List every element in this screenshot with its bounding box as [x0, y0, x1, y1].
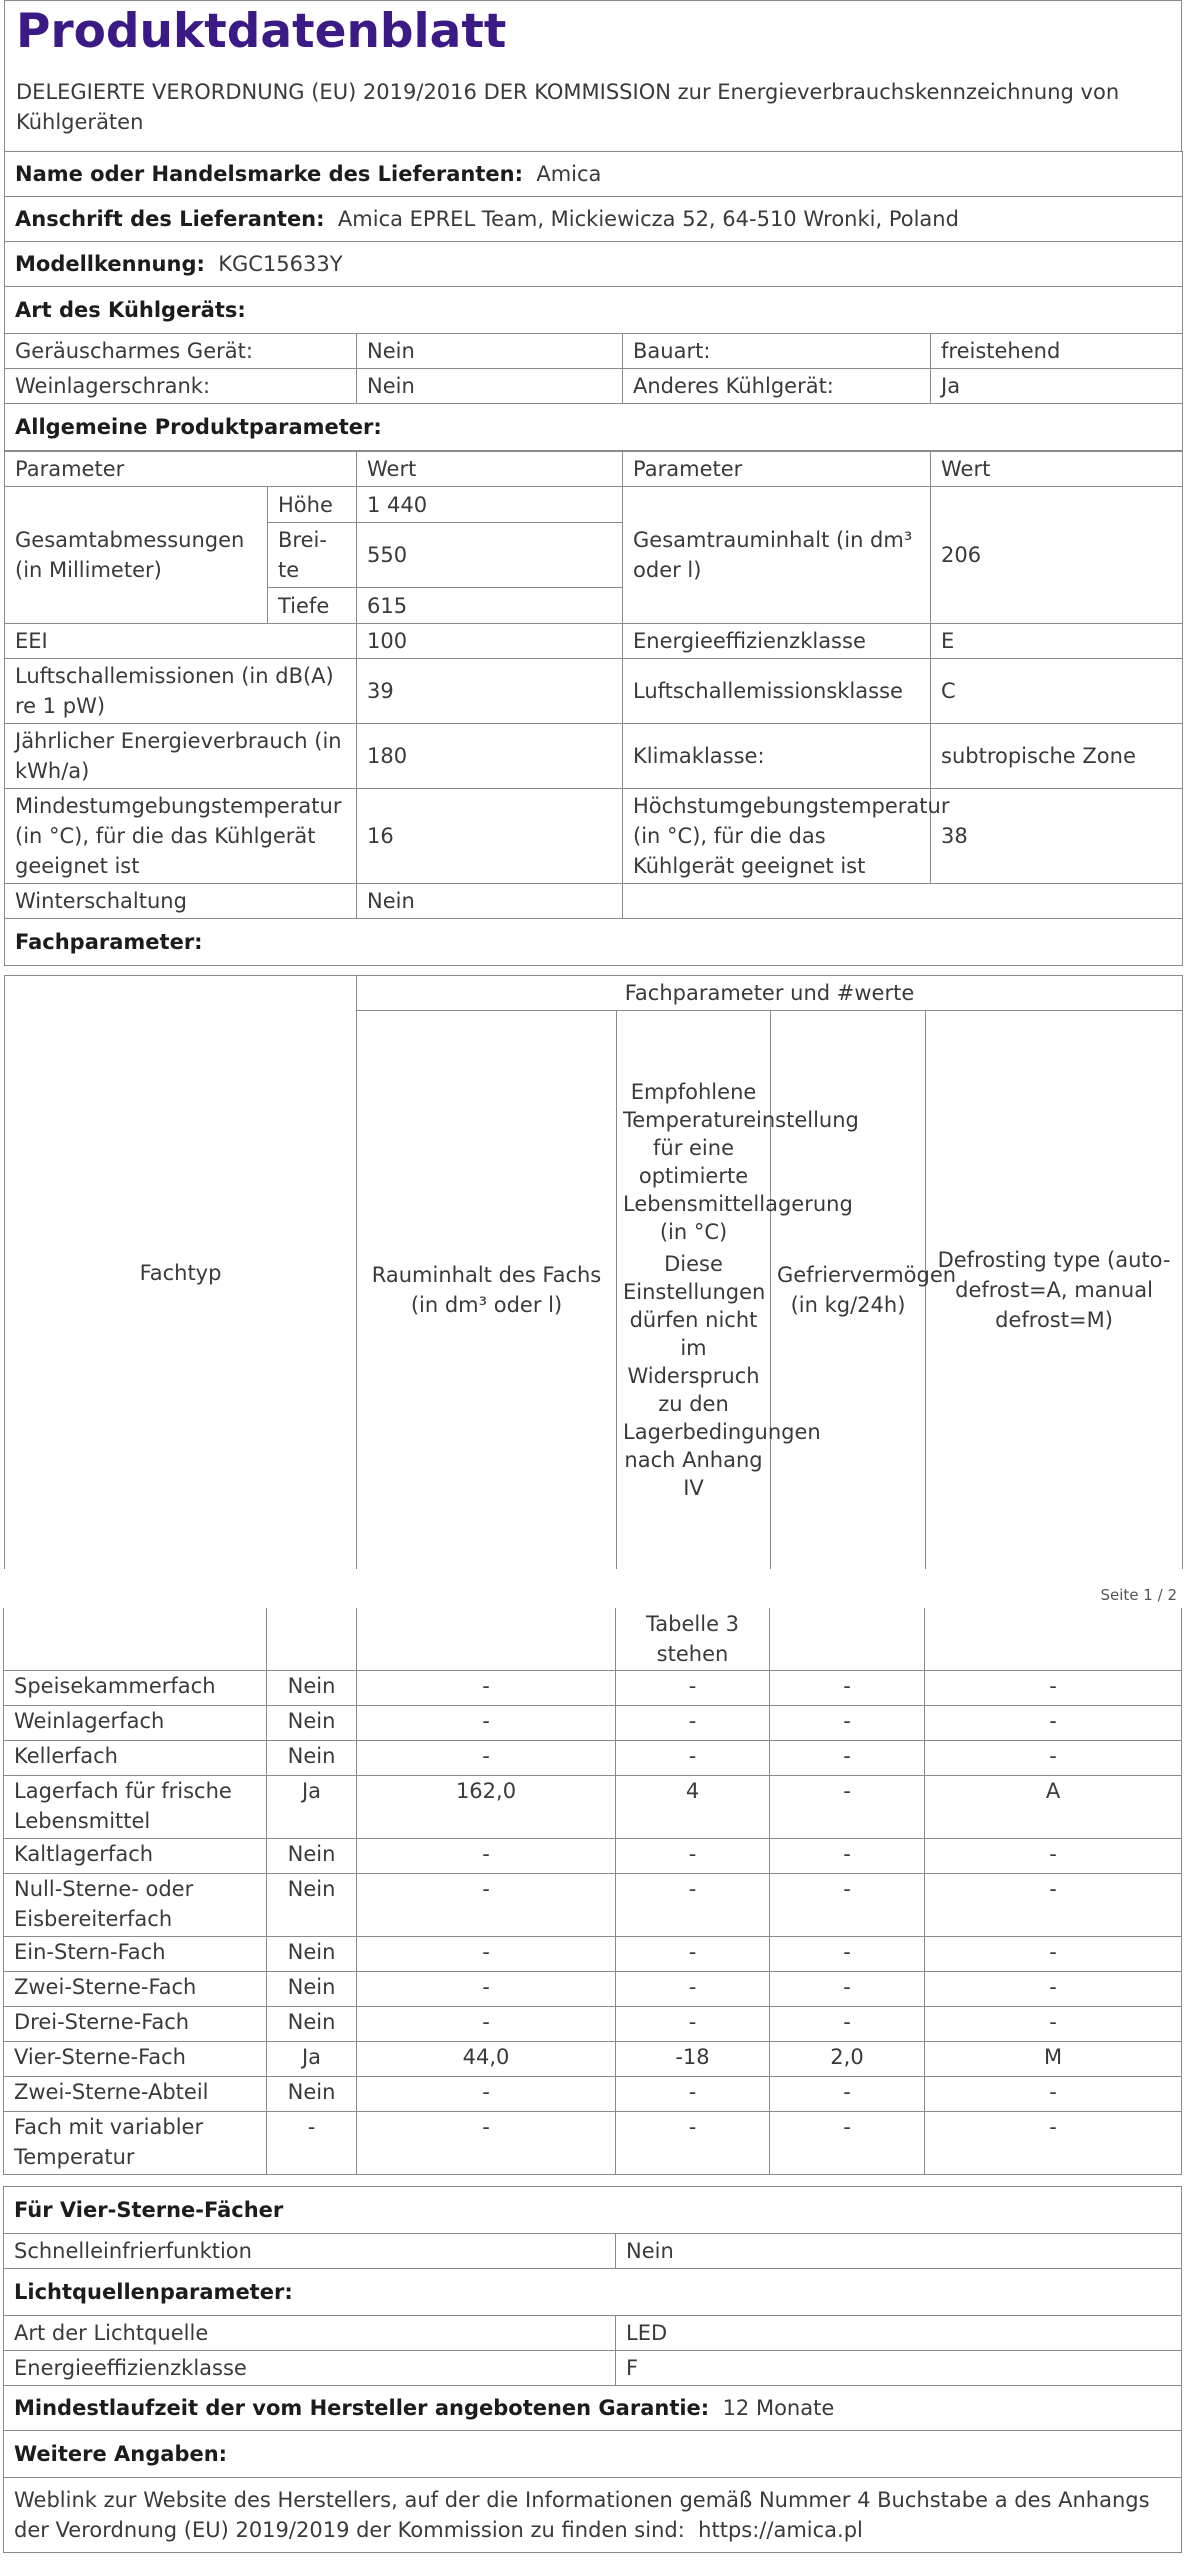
model-row	[5, 242, 1183, 287]
compartment-value: 162,0	[357, 1776, 616, 1839]
light-type-row	[4, 2316, 1182, 2351]
general-row	[5, 789, 1183, 884]
general-cell: Luftschallemissionen (in dB(A) re 1 pW)	[5, 659, 357, 724]
compartment-value: -	[616, 1874, 770, 1937]
light-class-value: F	[616, 2351, 1182, 2386]
compartment-value: Nein	[267, 1839, 357, 1874]
compartment-row	[4, 2112, 1182, 2175]
empty-cell	[4, 1608, 267, 1671]
general-cell: Energieeffizienzklasse	[623, 624, 931, 659]
light-heading: Lichtquellenparameter:	[4, 2269, 1182, 2316]
compartment-name: Kaltlagerfach	[4, 1839, 267, 1874]
type-cell: Anderes Kühlgerät:	[623, 369, 931, 404]
compartment-value: -	[925, 1972, 1182, 2007]
compartment-value: -	[357, 1671, 616, 1706]
compartment-value: Nein	[267, 2077, 357, 2112]
general-cell: 38	[931, 789, 1183, 884]
four-star-heading-row	[4, 2187, 1182, 2234]
compartment-value: -	[616, 1937, 770, 1972]
compartment-value: -	[616, 1671, 770, 1706]
compartment-value: -	[770, 2112, 925, 2175]
dim-name: Tiefe	[268, 588, 357, 624]
compartment-value: 44,0	[357, 2042, 616, 2077]
compartment-value: -	[925, 2077, 1182, 2112]
type-row	[5, 334, 1183, 369]
general-cell: Jährlicher Energieverbrauch (in kWh/a)	[5, 724, 357, 789]
light-type-value: LED	[616, 2316, 1182, 2351]
compartment-value: -	[267, 2112, 357, 2175]
compartment-value: -	[770, 1839, 925, 1874]
compartment-value: -	[357, 2007, 616, 2042]
type-cell: Nein	[357, 334, 623, 369]
compartment-value: -	[770, 2077, 925, 2112]
type-cell: Geräuscharmes Gerät:	[5, 334, 357, 369]
comp-header-table	[4, 975, 1183, 1569]
compartment-name: Speisekammerfach	[4, 1671, 267, 1706]
winter-value: Nein	[357, 884, 623, 919]
dim-value: 1 440	[357, 487, 623, 523]
compartment-row	[4, 1741, 1182, 1776]
compartment-value: -	[925, 1706, 1182, 1741]
col-temp-header	[617, 1011, 859, 1570]
compartment-value: -	[357, 1874, 616, 1937]
col-volume-header: Rauminhalt des Fachs (in dm³ oder l)	[357, 1011, 617, 1570]
comp-heading: Fachparameter:	[5, 919, 1183, 966]
empty-cell	[357, 1608, 616, 1671]
dims-row	[5, 487, 1183, 523]
compartment-row	[4, 1706, 1182, 1741]
compartment-value: -	[770, 1741, 925, 1776]
compartment-value: -	[616, 1972, 770, 2007]
empty-cell	[267, 1608, 357, 1671]
param-header-cell: Wert	[357, 452, 623, 487]
type-heading-row	[5, 287, 1183, 334]
general-cell: Luftschallemissionsklasse	[623, 659, 931, 724]
weblink-row	[4, 2478, 1182, 2553]
type-row	[5, 369, 1183, 404]
top-info-table	[4, 151, 1183, 451]
param-header-cell: Parameter	[5, 452, 357, 487]
compartment-value: -	[925, 1874, 1182, 1937]
compartment-row	[4, 1776, 1182, 1839]
col-defrost-header: Defrosting type (auto-defrost=A, manual defrost=M)	[926, 1011, 1183, 1570]
address-row	[5, 197, 1183, 242]
empty-cell	[623, 884, 1183, 919]
comp-heading-row	[5, 919, 1183, 966]
compartment-rows	[4, 1671, 1182, 2175]
compartment-name: Lagerfach für frische Lebensmittel	[4, 1776, 267, 1839]
compartment-value: -	[616, 2077, 770, 2112]
comp-header-row	[5, 976, 1183, 1011]
compartment-value: Nein	[267, 1706, 357, 1741]
compartment-value: M	[925, 2042, 1182, 2077]
weblink-cell	[4, 2478, 1182, 2553]
volume-label: Gesamtrauminhalt (in dm³ oder l)	[623, 487, 931, 624]
compartment-value: -	[357, 2077, 616, 2112]
param-header-row	[5, 452, 1183, 487]
type-cell: Bauart:	[623, 334, 931, 369]
compartment-value: -	[357, 1839, 616, 1874]
light-type-label: Art der Lichtquelle	[4, 2316, 616, 2351]
general-cell: 100	[357, 624, 623, 659]
compartment-name: Zwei-Sterne-Fach	[4, 1972, 267, 2007]
compartment-value: -	[770, 1937, 925, 1972]
compartment-value: -	[616, 1839, 770, 1874]
compartment-value: -	[357, 1741, 616, 1776]
address-label: Anschrift des Lieferanten:	[15, 207, 325, 231]
winter-row	[5, 884, 1183, 919]
compartment-value: Nein	[267, 2007, 357, 2042]
compartment-name: Vier-Sterne-Fach	[4, 2042, 267, 2077]
col-temp-text-a: Empfohlene Temperatureinstellung für eine optimierte Lebensmittellagerung (in °C)	[623, 1080, 859, 1244]
compartment-value: 2,0	[770, 2042, 925, 2077]
general-row	[5, 724, 1183, 789]
further-heading: Weitere Angaben:	[4, 2431, 1182, 2478]
type-cell: Ja	[931, 369, 1183, 404]
comp-type-label: Fachtyp	[5, 976, 357, 1570]
compartment-value: -	[925, 1839, 1182, 1874]
compartment-row	[4, 2007, 1182, 2042]
model-label: Modellkennung:	[15, 252, 205, 276]
volume-value: 206	[931, 487, 1183, 624]
compartment-value: Ja	[267, 1776, 357, 1839]
general-cell: subtropische Zone	[931, 724, 1183, 789]
quick-freeze-value: Nein	[616, 2234, 1182, 2269]
compartment-value: -	[616, 2112, 770, 2175]
compartment-value: Nein	[267, 1874, 357, 1937]
warranty-value: 12 Monate	[722, 2396, 835, 2420]
light-heading-row	[4, 2269, 1182, 2316]
empty-cell	[925, 1608, 1182, 1671]
bottom-table	[3, 2186, 1182, 2553]
param-header-cell: Parameter	[623, 452, 931, 487]
type-heading: Art des Kühlgeräts:	[5, 287, 1183, 334]
empty-cell	[770, 1608, 925, 1671]
compartment-row	[4, 1874, 1182, 1937]
general-params-table	[4, 451, 1183, 966]
further-heading-row	[4, 2431, 1182, 2478]
compartment-value: Nein	[267, 1671, 357, 1706]
compartment-row	[4, 1671, 1182, 1706]
page-title: Produktdatenblatt	[16, 4, 507, 59]
weblink-url[interactable]: https://amica.pl	[698, 2518, 863, 2542]
general-heading-row	[5, 404, 1183, 451]
dim-value: 615	[357, 588, 623, 624]
compartment-value: -	[770, 1874, 925, 1937]
warranty-cell	[4, 2386, 1182, 2431]
compartment-value: -	[925, 1741, 1182, 1776]
general-cell: EEI	[5, 624, 357, 659]
col-freeze-header: Gefriervermögen (in kg/24h)	[771, 1011, 926, 1570]
comp-header-cont-row	[4, 1608, 1182, 1671]
compartment-name: Drei-Sterne-Fach	[4, 2007, 267, 2042]
compartment-value: Nein	[267, 1937, 357, 1972]
regulation-subtitle: DELEGIERTE VERORDNUNG (EU) 2019/2016 DER KOMMISSION zur Energieverbrauchskennzeichnung von Kühlgeräten	[16, 80, 1120, 134]
general-cell: 180	[357, 724, 623, 789]
compartment-name: Null-Sterne- oder Eisbereiterfach	[4, 1874, 267, 1937]
general-heading: Allgemeine Produktparameter:	[5, 404, 1183, 451]
compartment-name: Ein-Stern-Fach	[4, 1937, 267, 1972]
four-star-heading: Für Vier-Sterne-Fächer	[4, 2187, 1182, 2234]
compartment-value: -	[925, 1671, 1182, 1706]
quick-freeze-row	[4, 2234, 1182, 2269]
comp-params-header: Fachparameter und #werte	[357, 976, 1183, 1011]
param-header-cell: Wert	[931, 452, 1183, 487]
compartment-value: -	[357, 1937, 616, 1972]
compartment-value: -	[925, 2007, 1182, 2042]
dim-name: Brei-te	[268, 523, 357, 588]
weblink-text: Weblink zur Website des Herstellers, auf der die Informationen gemäß Nummer 4 Buchstabe a des Anhangs der Verordnung (EU) 2019/2019 der Kommission zu finden sind:	[14, 2488, 1150, 2542]
compartment-value: -	[925, 2112, 1182, 2175]
light-class-row	[4, 2351, 1182, 2386]
type-cell: Nein	[357, 369, 623, 404]
compartment-value: -	[770, 1671, 925, 1706]
compartment-value: -	[770, 2007, 925, 2042]
compartment-value: -18	[616, 2042, 770, 2077]
compartment-row	[4, 2077, 1182, 2112]
address-value: Amica EPREL Team, Mickiewicza 52, 64-510 Wronki, Poland	[337, 207, 959, 231]
col-temp-text-c: Tabelle 3 stehen	[616, 1608, 770, 1671]
general-cell: E	[931, 624, 1183, 659]
compartment-value: A	[925, 1776, 1182, 1839]
dims-label: Gesamtabmessungen (in Millimeter)	[5, 487, 268, 624]
compartment-value: -	[925, 1937, 1182, 1972]
dim-name: Höhe	[268, 487, 357, 523]
compartment-value: Ja	[267, 2042, 357, 2077]
general-cell: Mindestumgebungstemperatur (in °C), für die das Kühlgerät geeignet ist	[5, 789, 357, 884]
warranty-label: Mindestlaufzeit der vom Hersteller angebotenen Garantie:	[14, 2396, 710, 2420]
compartment-table	[3, 1608, 1182, 2175]
model-value: KGC15633Y	[218, 252, 343, 276]
compartment-name: Zwei-Sterne-Abteil	[4, 2077, 267, 2112]
compartment-value: -	[770, 1706, 925, 1741]
supplier-cell	[5, 152, 1183, 197]
model-cell	[5, 242, 1183, 287]
type-cell: Weinlagerschrank:	[5, 369, 357, 404]
general-row	[5, 659, 1183, 724]
compartment-value: -	[616, 1706, 770, 1741]
compartment-row	[4, 2042, 1182, 2077]
address-cell	[5, 197, 1183, 242]
general-row	[5, 624, 1183, 659]
supplier-value: Amica	[536, 162, 602, 186]
compartment-row	[4, 1937, 1182, 1972]
compartment-row	[4, 1839, 1182, 1874]
compartment-name: Fach mit variabler Temperatur	[4, 2112, 267, 2175]
general-cell: 16	[357, 789, 623, 884]
compartment-value: Nein	[267, 1972, 357, 2007]
supplier-label: Name oder Handelsmarke des Lieferanten:	[15, 162, 523, 186]
quick-freeze-label: Schnelleinfrierfunktion	[4, 2234, 616, 2269]
general-cell: Höchstumgebungstemperatur (in °C), für die das Kühlgerät geeignet ist	[623, 789, 931, 884]
compartment-value: -	[770, 1776, 925, 1839]
compartment-row	[4, 1972, 1182, 2007]
compartment-value: -	[616, 2007, 770, 2042]
page-number: Seite 1 / 2	[1100, 1586, 1177, 1604]
light-class-label: Energieeffizienzklasse	[4, 2351, 616, 2386]
winter-label: Winterschaltung	[5, 884, 357, 919]
general-cell: Klimaklasse:	[623, 724, 931, 789]
compartment-name: Kellerfach	[4, 1741, 267, 1776]
compartment-value: -	[357, 2112, 616, 2175]
general-cell: C	[931, 659, 1183, 724]
compartment-value: -	[770, 1972, 925, 2007]
compartment-value: 4	[616, 1776, 770, 1839]
general-cell: 39	[357, 659, 623, 724]
compartment-name: Weinlagerfach	[4, 1706, 267, 1741]
supplier-row	[5, 152, 1183, 197]
dim-value: 550	[357, 523, 623, 588]
compartment-value: -	[357, 1706, 616, 1741]
type-cell: freistehend	[931, 334, 1183, 369]
compartment-value: -	[616, 1741, 770, 1776]
warranty-row	[4, 2386, 1182, 2431]
compartment-value: -	[357, 1972, 616, 2007]
col-temp-text-b: Diese Einstellungen dürfen nicht im Widerspruch zu den Lagerbedingungen nach Anhang IV	[623, 1252, 821, 1500]
compartment-value: Nein	[267, 1741, 357, 1776]
